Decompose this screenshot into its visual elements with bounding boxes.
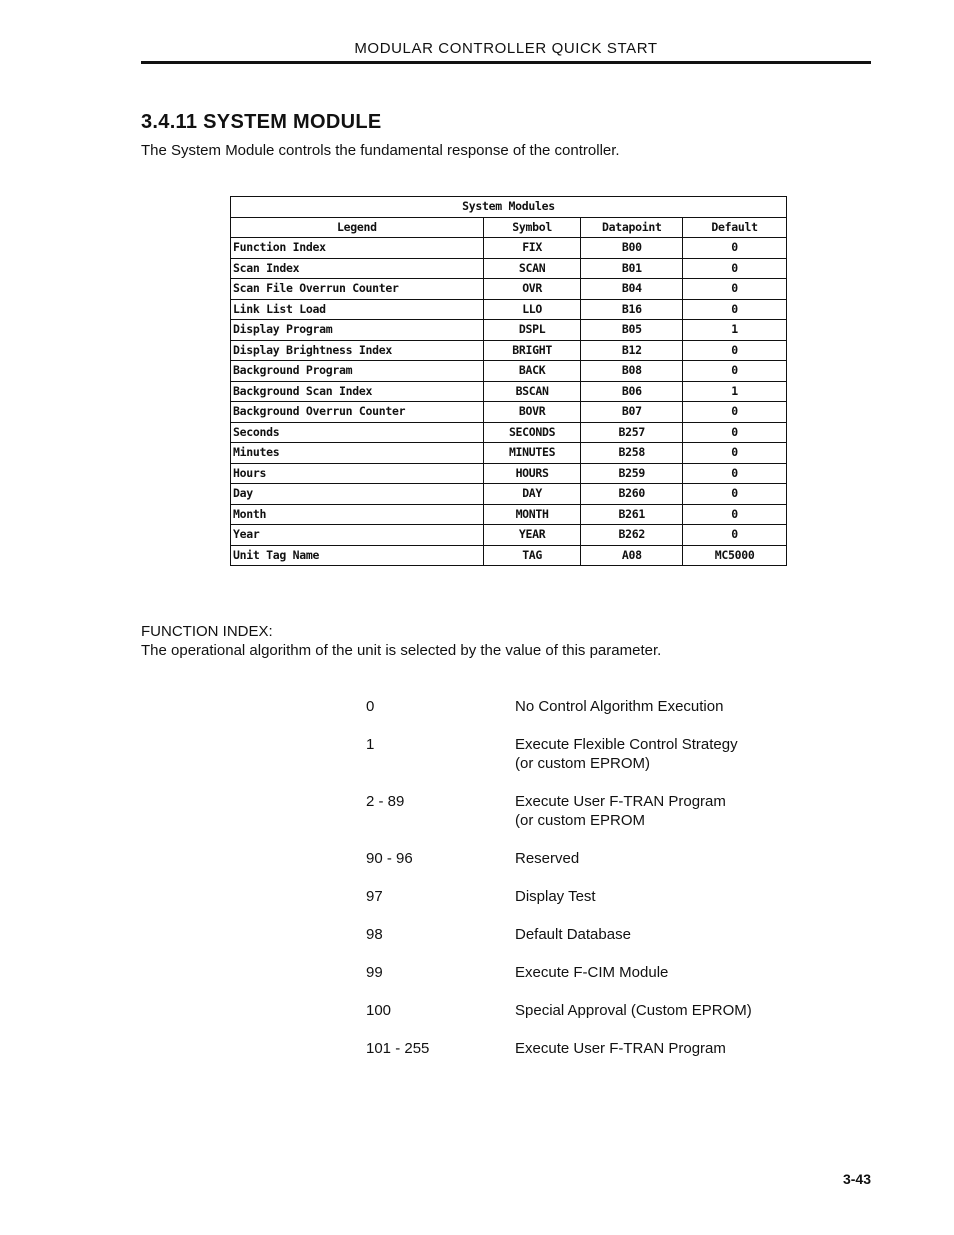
description-line: Execute User F-TRAN Program	[515, 793, 726, 810]
datapoint-cell: B16	[581, 299, 683, 320]
default-cell: MC5000	[683, 545, 787, 566]
table-row	[231, 279, 787, 300]
legend-cell: Day	[231, 484, 484, 505]
symbol-cell: TAG	[483, 545, 581, 566]
system-modules-table	[230, 196, 787, 566]
list-item	[366, 925, 846, 944]
table-row	[231, 422, 787, 443]
description-line: Default Database	[515, 926, 631, 943]
list-item	[366, 849, 846, 868]
function-index-value: 2 - 89	[366, 793, 405, 810]
default-cell: 0	[683, 258, 787, 279]
description-line: Reserved	[515, 850, 580, 867]
legend-cell: Display Program	[231, 320, 484, 341]
symbol-cell: MONTH	[483, 504, 581, 525]
description-line: (or custom EPROM	[515, 812, 646, 829]
default-cell: 0	[683, 463, 787, 484]
table-row	[231, 238, 787, 259]
symbol-cell: DAY	[483, 484, 581, 505]
table-row	[231, 402, 787, 423]
table-row	[231, 381, 787, 402]
datapoint-cell: B258	[581, 443, 683, 464]
function-index-description	[515, 963, 846, 982]
symbol-cell: DSPL	[483, 320, 581, 341]
running-header: MODULAR CONTROLLER QUICK START	[354, 40, 658, 57]
function-index-value: 1	[366, 736, 375, 753]
function-index-list	[366, 697, 846, 1077]
table-caption: System Modules	[231, 197, 787, 218]
description-line: Display Test	[515, 888, 596, 905]
datapoint-cell: B261	[581, 504, 683, 525]
datapoint-cell: B260	[581, 484, 683, 505]
default-cell: 0	[683, 484, 787, 505]
default-cell: 0	[683, 443, 787, 464]
legend-cell: Month	[231, 504, 484, 525]
function-index-description	[515, 697, 846, 716]
section-title: 3.4.11 SYSTEM MODULE	[141, 111, 382, 133]
datapoint-cell: A08	[581, 545, 683, 566]
table-body	[231, 238, 787, 566]
list-item	[366, 887, 846, 906]
default-cell: 0	[683, 279, 787, 300]
function-index-value: 101 - 255	[366, 1040, 430, 1057]
column-header-datapoint: Datapoint	[581, 217, 683, 238]
list-item	[366, 1039, 846, 1058]
table-row	[231, 320, 787, 341]
legend-cell: Background Scan Index	[231, 381, 484, 402]
table-row	[231, 484, 787, 505]
default-cell: 0	[683, 238, 787, 259]
table-row	[231, 463, 787, 484]
default-cell: 1	[683, 381, 787, 402]
list-item	[366, 735, 846, 773]
column-header-legend: Legend	[231, 217, 484, 238]
function-index-description	[515, 887, 846, 906]
legend-cell: Scan File Overrun Counter	[231, 279, 484, 300]
legend-cell: Unit Tag Name	[231, 545, 484, 566]
symbol-cell: YEAR	[483, 525, 581, 546]
table-header-row	[231, 217, 787, 238]
default-cell: 0	[683, 402, 787, 423]
table-row	[231, 504, 787, 525]
datapoint-cell: B05	[581, 320, 683, 341]
table-row	[231, 340, 787, 361]
legend-cell: Seconds	[231, 422, 484, 443]
legend-cell: Scan Index	[231, 258, 484, 279]
function-index-description	[515, 1039, 846, 1058]
table-caption-row	[231, 197, 787, 218]
function-index-description	[515, 849, 846, 868]
list-item	[366, 963, 846, 982]
description-line: Execute Flexible Control Strategy	[515, 736, 738, 753]
symbol-cell: MINUTES	[483, 443, 581, 464]
symbol-cell: SCAN	[483, 258, 581, 279]
description-line: Execute User F-TRAN Program	[515, 1040, 726, 1057]
datapoint-cell: B00	[581, 238, 683, 259]
page-number: 3-43	[842, 1171, 871, 1187]
legend-cell: Function Index	[231, 238, 484, 259]
datapoint-cell: B257	[581, 422, 683, 443]
table-row	[231, 299, 787, 320]
function-index-value: 0	[366, 698, 375, 715]
datapoint-cell: B04	[581, 279, 683, 300]
function-index-description	[515, 735, 846, 773]
symbol-cell: BSCAN	[483, 381, 581, 402]
table-row	[231, 258, 787, 279]
symbol-cell: SECONDS	[483, 422, 581, 443]
symbol-cell: BRIGHT	[483, 340, 581, 361]
datapoint-cell: B06	[581, 381, 683, 402]
default-cell: 1	[683, 320, 787, 341]
default-cell: 0	[683, 340, 787, 361]
legend-cell: Minutes	[231, 443, 484, 464]
list-item	[366, 1001, 846, 1020]
datapoint-cell: B01	[581, 258, 683, 279]
description-line: Special Approval (Custom EPROM)	[515, 1002, 752, 1019]
datapoint-cell: B259	[581, 463, 683, 484]
datapoint-cell: B07	[581, 402, 683, 423]
symbol-cell: HOURS	[483, 463, 581, 484]
legend-cell: Link List Load	[231, 299, 484, 320]
column-header-default: Default	[683, 217, 787, 238]
symbol-cell: FIX	[483, 238, 581, 259]
symbol-cell: BOVR	[483, 402, 581, 423]
default-cell: 0	[683, 361, 787, 382]
datapoint-cell: B12	[581, 340, 683, 361]
column-header-symbol: Symbol	[483, 217, 581, 238]
header-rule	[141, 61, 871, 64]
datapoint-cell: B262	[581, 525, 683, 546]
default-cell: 0	[683, 422, 787, 443]
section-intro: The System Module controls the fundamental response of the controller.	[141, 142, 620, 159]
function-index-value: 90 - 96	[366, 850, 413, 867]
legend-cell: Background Overrun Counter	[231, 402, 484, 423]
table-row	[231, 361, 787, 382]
legend-cell: Hours	[231, 463, 484, 484]
symbol-cell: LLO	[483, 299, 581, 320]
description-line: No Control Algorithm Execution	[515, 698, 724, 715]
default-cell: 0	[683, 525, 787, 546]
table-row	[231, 443, 787, 464]
description-line: Execute F-CIM Module	[515, 964, 669, 981]
legend-cell: Background Program	[231, 361, 484, 382]
legend-cell: Display Brightness Index	[231, 340, 484, 361]
function-index-value: 98	[366, 926, 383, 943]
default-cell: 0	[683, 504, 787, 525]
table-row	[231, 545, 787, 566]
function-index-description	[515, 1001, 846, 1020]
legend-cell: Year	[231, 525, 484, 546]
default-cell: 0	[683, 299, 787, 320]
list-item	[366, 792, 846, 830]
function-index-value: 100	[366, 1002, 392, 1019]
symbol-cell: OVR	[483, 279, 581, 300]
datapoint-cell: B08	[581, 361, 683, 382]
list-item	[366, 697, 846, 716]
function-index-heading: FUNCTION INDEX:	[141, 623, 273, 640]
description-line: (or custom EPROM)	[515, 755, 651, 772]
function-index-value: 97	[366, 888, 383, 905]
function-index-description	[515, 925, 846, 944]
symbol-cell: BACK	[483, 361, 581, 382]
function-index-intro: The operational algorithm of the unit is selected by the value of this parameter.	[141, 642, 662, 659]
function-index-value: 99	[366, 964, 383, 981]
table-row	[231, 525, 787, 546]
function-index-description	[515, 792, 846, 830]
